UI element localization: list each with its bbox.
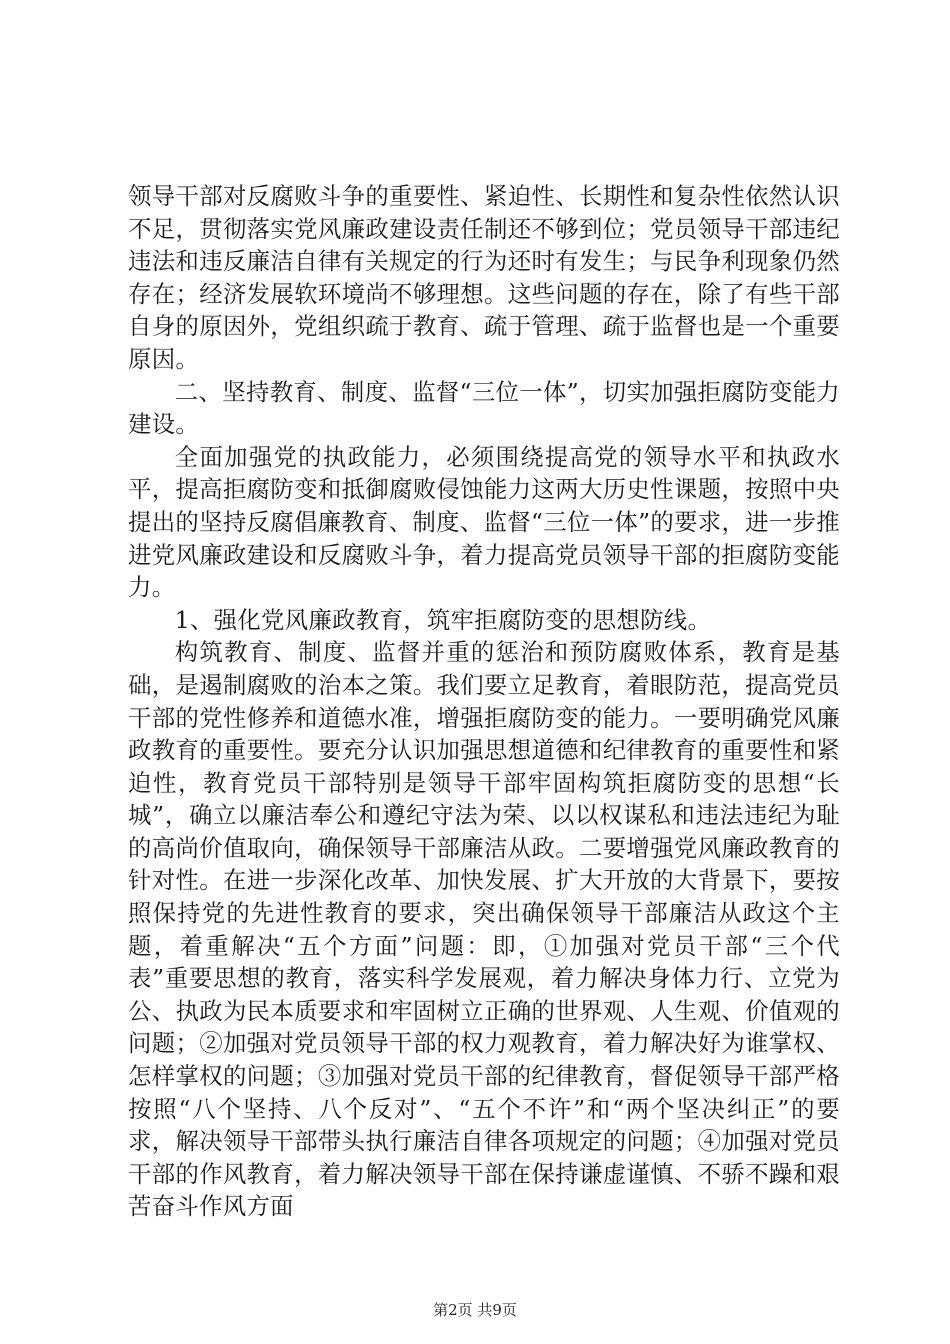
paragraph-3: 全面加强党的执政能力，必须围绕提高党的领导水平和执政水平，提高拒腐防变和抵御腐败侵蚀能力这两大历史性课题，按照中央提出的坚持反腐倡廉教育、制度、监督“三位一体”的要求，进一步推进党风廉政建设和反腐败斗争，着力提高党员领导干部的拒腐防变能力。 bbox=[128, 442, 840, 602]
section-heading-2: 二、坚持教育、制度、监督“三位一体”，切实加强拒腐防变能力建设。 bbox=[128, 377, 840, 439]
page-footer: 第2页 共9页 bbox=[433, 1301, 517, 1319]
subsection-heading-1: 1、强化党风廉政教育，筑牢拒腐防变的思想防线。 bbox=[174, 605, 712, 634]
document-body bbox=[128, 180, 840, 1223]
paragraph-5: 构筑教育、制度、监督并重的惩治和预防腐败体系，教育是基础，是遏制腐败的治本之策。我们要立足教育，着眼防范，提高党员干部的党性修养和道德水准，增强拒腐防变的能力。一要明确党风廉政教育的重要性。要充分认识加强思想道德和纪律教育的重要性和紧迫性，教育党员干部特别是领导干部牢固构筑拒腐防变的思想“长城”，确立以廉洁奉公和遵纪守法为荣、以以权谋私和违法违纪为耻的高尚价值取向，确保领导干部廉洁从政。二要增强党风廉政教育的针对性。在进一步深化改革、加快发展、扩大开放的大背景下，要按照保持党的先进性教育的要求，突出确保领导干部廉洁从政这个主题，着重解决“五个方面”问题：即，①加强对党员干部“三个代表”重要思想的教育，落实科学发展观，着力解决身体力行、立党为公、执政为民本质要求和牢固树立正确的世界观、人生观、价值观的问题；②加强对党员领导干部的权力观教育，着力解决好为谁掌权、怎样掌权的问题；③加强对党员干部的纪律教育，督促领导干部严格按照“八个坚持、八个反对”、“五个不许”和“两个坚决纠正”的要求，解决领导干部带头执行廉洁自律各项规定的问题；④加强对党员干部的作风教育，着力解决领导干部在保持谦虚谨慎、不骄不躁和艰苦奋斗作风方面 bbox=[128, 638, 840, 1221]
paragraph-1: 领导干部对反腐败斗争的重要性、紧迫性、长期性和复杂性依然认识不足，贯彻落实党风廉政建设责任制还不够到位；党员领导干部违纪违法和违反廉洁自律有关规定的行为还时有发生；与民争利现象仍然存在；经济发展软环境尚不够理想。这些问题的存在，除了有些干部自身的原因外，党组织疏于教育、疏于管理、疏于监督也是一个重要原因。 bbox=[128, 182, 840, 373]
